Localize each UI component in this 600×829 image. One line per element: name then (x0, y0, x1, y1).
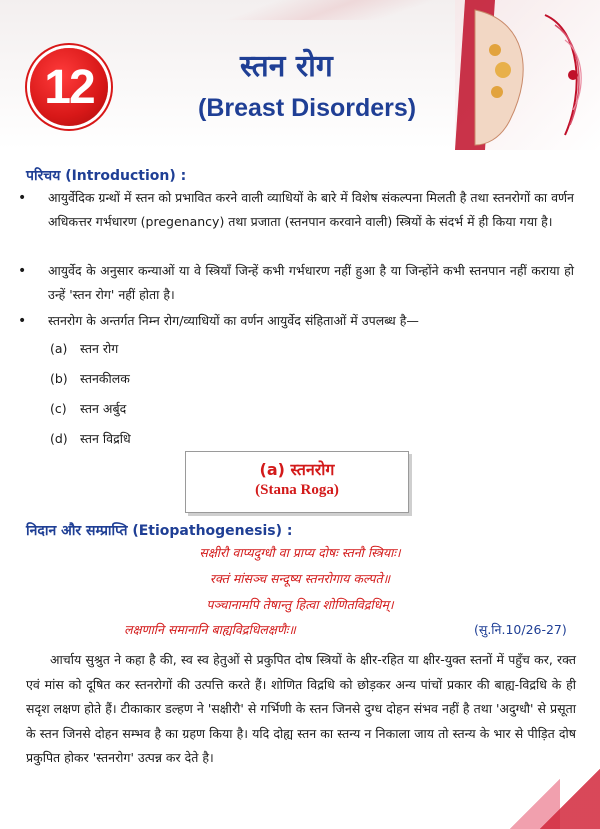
verse-line-1: सक्षीरौ वाप्यदुग्धौ वा प्राप्य दोषः स्तनौ स्त्रियाः। (199, 545, 401, 560)
list-text: स्तन विद्रधि (80, 431, 131, 446)
list-item (50, 334, 350, 364)
list-text: स्तनकीलक (80, 371, 130, 386)
intro-bullet-2 (18, 259, 574, 307)
verse-reference: (सु.नि.10/26-27) (474, 622, 567, 637)
decorative-corner (480, 759, 600, 829)
list-text: स्तन अर्बुद (80, 401, 127, 416)
decorative-stripe (120, 0, 460, 20)
list-marker: (c) (50, 401, 67, 416)
etiology-paragraph-text: आर्चाय सुश्रुत ने कहा है की, स्व स्व हेतुओं से प्रकुपित दोष स्त्रियों के क्षीर-रहित या क्षीर-युक्त स्तनों में पहुँच कर, रक्त एवं मांस को दूषित कर स्तनरोगों की उत्पत्ति करते हैं। शोणित विद्रधि को छोड़कर अन्य पांचों प्रकार की बाह्य-विद्रधि के ही सदृश लक्षण होते हैं। टीकाकार डल्हण ने 'सक्षीरौ' से गर्भिणी के स्तन जिनसे दुग्ध दोहन संभव नहीं है तथा 'अदुग्धौ' से प्रसूता के स्तन जिनसे दोहन सम्भव है का ग्रहण किया है। यदि दोह्य स्तन का स्तन्य न निकाला जाय तो स्तन्य के भार से पीड़ित दोष प्रकुपित होकर 'स्तनरोग' उत्पन्न कर देते है। (26, 652, 576, 765)
chapter-title-english: (Breast Disorders) (198, 94, 417, 122)
chapter-number: 12 (44, 60, 94, 114)
subsection-title-hindi: (a) स्तनरोग (259, 460, 335, 479)
bullet-marker: • (18, 190, 27, 206)
chapter-badge (30, 48, 108, 126)
list-text: स्तन रोग (80, 341, 119, 356)
intro-bullet-text: स्तनरोग के अन्तर्गत निम्न रोग/व्याधियों का वर्णन आयुर्वेद संहिताओं में उपलब्ध है— (48, 313, 419, 328)
subsection-title-english: (Stana Roga) (255, 482, 339, 498)
list-marker: (a) (50, 341, 68, 356)
bullet-marker: • (18, 313, 27, 329)
etiology-heading: निदान और सम्प्राप्ति (Etiopathogenesis) : (26, 523, 293, 539)
list-marker: (b) (50, 371, 68, 386)
list-item (50, 394, 350, 424)
verse-line-3: पञ्चानामपि तेषान्तु हित्वा शोणितविद्रधिम्। (206, 597, 394, 612)
breast-anatomy-illustration (455, 0, 600, 150)
intro-bullet-text: आयुर्वेद के अनुसार कन्याओं या वे स्त्रियाँ जिन्हें कभी गर्भधारण नहीं हुआ है या जिन्होंने कभी स्तनपान नहीं कराया हो उन्हें 'स्तन रोग' नहीं होता है। (48, 263, 574, 302)
intro-bullet-1 (18, 186, 574, 234)
introduction-heading: परिचय (Introduction) : (26, 168, 187, 184)
intro-bullet-3 (18, 309, 574, 333)
chapter-title-hindi: स्तन रोग (240, 49, 333, 84)
verse-line-2: रक्तं मांसञ्च सन्दूष्य स्तनरोगाय कल्पते॥ (209, 571, 391, 586)
list-marker: (d) (50, 431, 68, 446)
bullet-marker: • (18, 263, 27, 279)
etiology-paragraph (26, 648, 576, 771)
verse-line-4: लक्षणानि समानानि बाह्यविद्रधिलक्षणैः॥ (124, 622, 296, 637)
list-item (50, 364, 350, 394)
disease-list (50, 334, 350, 454)
subsection-title-box (185, 451, 409, 513)
list-item (50, 424, 350, 454)
intro-bullet-text: आयुर्वेदिक ग्रन्थों में स्तन को प्रभावित करने वाली व्याधियों के बारे में विशेष संकल्पना मिलती है तथा स्तनरोगों का वर्णन अधिकत्तर गर्भधारण (pregenancy) तथा प्रजाता (स्तनपान करवाने वाली) स्त्रियों के संदर्भ में ही किया गया है। (48, 190, 574, 229)
